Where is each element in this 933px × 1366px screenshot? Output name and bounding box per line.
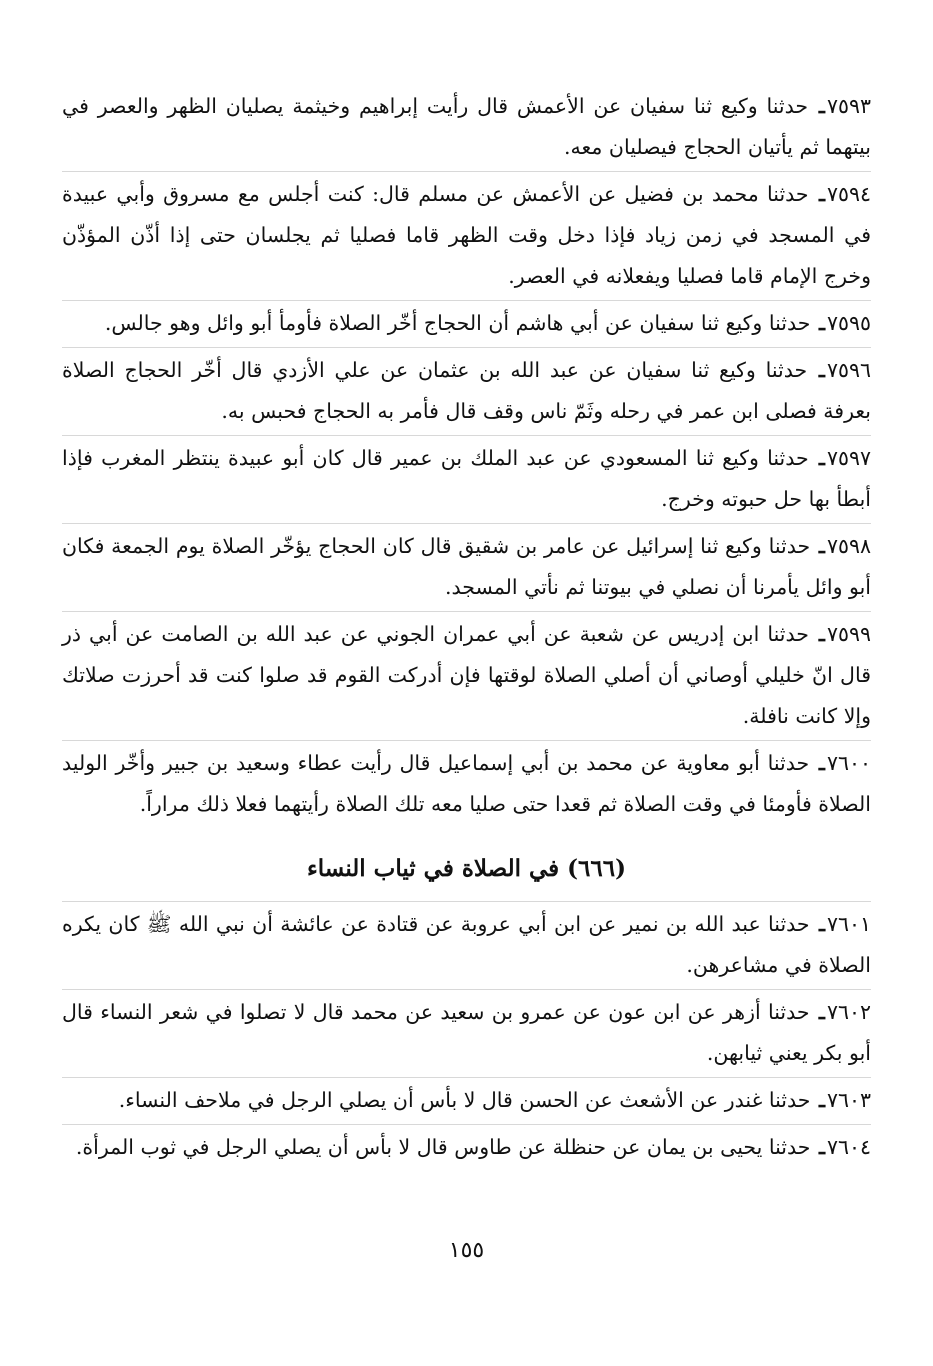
hadith-number: ٧٥٩٦ bbox=[826, 358, 871, 382]
hadith-paragraph bbox=[62, 614, 871, 737]
hadith-paragraph bbox=[62, 438, 871, 520]
hadith-text: حدثنا وكيع ثنا إسرائيل عن عامر بن شقيق قال كان الحجاج يؤخّر الصلاة يوم الجمعة فكان أبو وائل يأمرنا أن نصلي في بيوتنا ثم نأتي المسجد. bbox=[62, 534, 871, 599]
hadith-text: حدثنا غندر عن الأشعث عن الحسن قال لا بأس أن يصلي الرجل في ملاحف النساء. bbox=[118, 1088, 811, 1112]
hadith-number: ٧٥٩٧ bbox=[826, 446, 871, 470]
hadith-entry-7595 bbox=[62, 300, 871, 344]
dash: ـ bbox=[818, 622, 825, 646]
hadith-paragraph bbox=[62, 743, 871, 825]
hadith-entry-7594 bbox=[62, 171, 871, 297]
dash: ـ bbox=[818, 182, 825, 206]
hadith-paragraph bbox=[62, 526, 871, 608]
hadith-paragraph bbox=[62, 350, 871, 432]
hadith-entry-7601 bbox=[62, 901, 871, 986]
dash: ـ bbox=[818, 912, 825, 936]
hadith-paragraph bbox=[62, 174, 871, 297]
dash: ـ bbox=[818, 446, 825, 470]
hadith-paragraph bbox=[62, 303, 871, 344]
hadith-paragraph bbox=[62, 86, 871, 168]
chapter-heading: (٦٦٦) في الصلاة في ثياب النساء bbox=[306, 855, 626, 882]
hadith-entry-7597 bbox=[62, 435, 871, 520]
hadith-paragraph bbox=[62, 904, 871, 986]
dash: ـ bbox=[818, 94, 825, 118]
hadith-text: حدثنا وكيع ثنا سفيان عن أبي هاشم أن الحجاج أخّر الصلاة فأومأ أبو وائل وهو جالس. bbox=[104, 311, 811, 335]
hadith-entry-7596 bbox=[62, 347, 871, 432]
hadith-number: ٧٦٠٤ bbox=[826, 1135, 871, 1159]
dash: ـ bbox=[818, 1135, 825, 1159]
hadith-text: حدثنا ابن إدريس عن شعبة عن أبي عمران الجوني عن عبد الله بن الصامت عن أبي ذر قال انّ خليلي أوصاني أن أصلي الصلاة لوقتها فإن أدركت القوم قد صلوا كنت قد أحرزت صلاتك وإلا كانت نافلة. bbox=[62, 622, 871, 728]
hadith-paragraph bbox=[62, 992, 871, 1074]
dash: ـ bbox=[818, 751, 825, 775]
hadith-text: حدثنا محمد بن فضيل عن الأعمش عن مسلم قال: كنت أجلس مع مسروق وأبي عبيدة في المسجد في زمن زياد فإذا دخل وقت الظهر قاما فصليا ثم يجلسان حتى إذا أذّن المؤذّن وخرج الإمام قاما فصليا ويفعلانه في العصر. bbox=[62, 182, 871, 288]
dash: ـ bbox=[818, 358, 825, 382]
hadith-number: ٧٥٩٣ bbox=[826, 94, 871, 118]
dash: ـ bbox=[818, 1088, 825, 1112]
hadith-text: حدثنا وكيع ثنا سفيان عن عبد الله بن عثمان عن علي الأزدي قال أخّر الحجاج الصلاة بعرفة فصلى ابن عمر في رحله وثَمّ ناس وقف قال فأمر به الحجاج فحبس به. bbox=[62, 358, 871, 423]
dash: ـ bbox=[818, 311, 825, 335]
hadith-text: حدثنا وكيع ثنا المسعودي عن عبد الملك بن عمير قال كان أبو عبيدة ينتظر المغرب فإذا أبطأ بها حل حبوته وخرج. bbox=[62, 446, 871, 511]
hadith-entry-7599 bbox=[62, 611, 871, 737]
hadith-paragraph bbox=[62, 1127, 871, 1168]
hadith-number: ٧٥٩٩ bbox=[826, 622, 871, 646]
hadith-entry-7603 bbox=[62, 1077, 871, 1121]
hadith-number: ٧٦٠٣ bbox=[826, 1088, 871, 1112]
hadith-text: حدثنا أبو معاوية عن محمد بن أبي إسماعيل قال رأيت عطاء وسعيد بن جبير وأخّر الوليد الصلاة فأومئا في وقت الصلاة ثم قعدا حتى صليا معه تلك الصلاة رأيتهما فعلا ذلك مراراً. bbox=[62, 751, 871, 816]
hadith-entry-7598 bbox=[62, 523, 871, 608]
hadith-number: ٧٥٩٤ bbox=[826, 182, 871, 206]
hadith-entry-7602 bbox=[62, 989, 871, 1074]
hadith-number: ٧٥٩٨ bbox=[826, 534, 871, 558]
hadith-number: ٧٦٠٢ bbox=[826, 1000, 871, 1024]
hadith-entry-7604 bbox=[62, 1124, 871, 1168]
hadith-text: حدثنا يحيى بن يمان عن حنظلة عن طاوس قال لا بأس أن يصلي الرجل في ثوب المرأة. bbox=[75, 1135, 811, 1159]
hadith-paragraph bbox=[62, 1080, 871, 1121]
hadith-number: ٧٦٠٠ bbox=[826, 751, 871, 775]
hadith-text: حدثنا أزهر عن ابن عون عن عمرو بن سعيد عن محمد قال لا تصلوا في شعر النساء قال أبو بكر يعني ثيابهن. bbox=[62, 1000, 871, 1065]
page-body bbox=[62, 86, 871, 1168]
page-number: ١٥٥ bbox=[448, 1238, 485, 1263]
dash: ـ bbox=[818, 534, 825, 558]
hadith-number: ٧٦٠١ bbox=[826, 912, 871, 936]
hadith-text: حدثنا عبد الله بن نمير عن ابن أبي عروبة عن قتادة عن عائشة أن نبي الله ﷺ كان يكره الصلاة في مشاعرهن. bbox=[62, 912, 871, 977]
hadith-number: ٧٥٩٥ bbox=[826, 311, 871, 335]
hadith-text: حدثنا وكيع ثنا سفيان عن الأعمش قال رأيت إبراهيم وخيثمة يصليان الظهر والعصر في بيتهما ثم يأتيان الحجاج فيصليان معه. bbox=[62, 94, 871, 159]
dash: ـ bbox=[818, 1000, 825, 1024]
hadith-entry-7600 bbox=[62, 740, 871, 825]
hadith-entry-7593 bbox=[62, 86, 871, 168]
